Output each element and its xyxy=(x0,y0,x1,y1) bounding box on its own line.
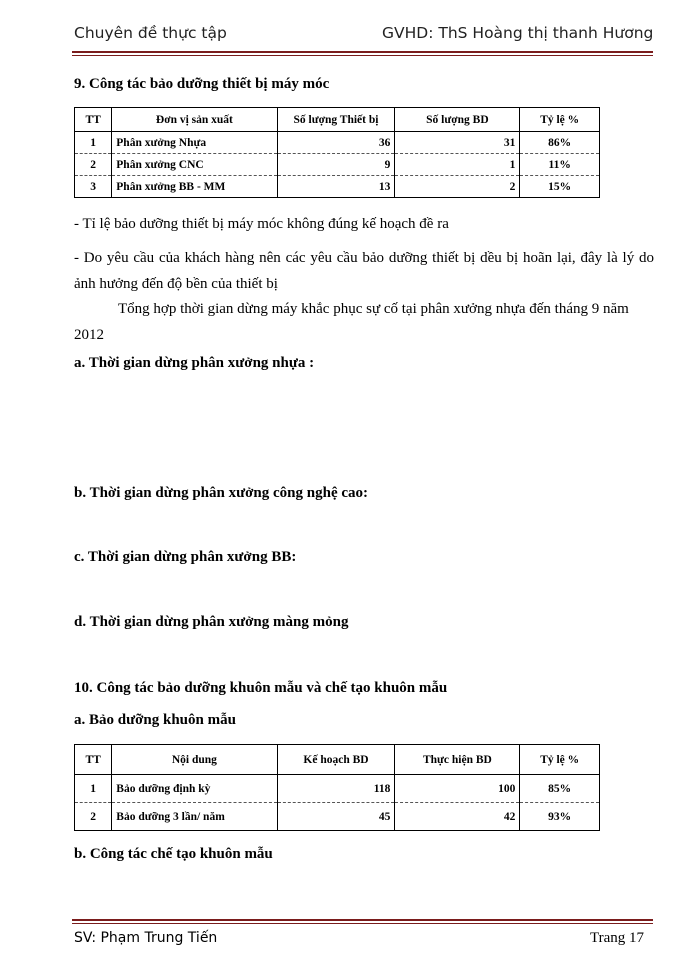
col-content: Nội dung xyxy=(112,745,277,775)
cell: 3 xyxy=(75,176,112,198)
table-row xyxy=(75,154,600,176)
cell: 36 xyxy=(277,132,395,154)
cell: 13 xyxy=(277,176,395,198)
section9-title: 9. Công tác bảo dưỡng thiết bị máy móc xyxy=(74,76,330,92)
table-row xyxy=(75,176,600,198)
footer-rule-thin xyxy=(72,923,653,924)
cell: 85% xyxy=(520,775,600,803)
col-tt: TT xyxy=(75,108,112,132)
summary-paragraph: Tổng hợp thời gian dừng máy khắc phục sự cố tại phân xưởng nhựa đến tháng 9 năm 2012 xyxy=(74,301,629,343)
cell: 9 xyxy=(277,154,395,176)
cell: 1 xyxy=(75,775,112,803)
cell: Bảo dưỡng định kỳ xyxy=(112,775,277,803)
cell: Phân xưởng CNC xyxy=(112,154,277,176)
cell: 93% xyxy=(520,803,600,831)
cell: 45 xyxy=(277,803,395,831)
cell: 2 xyxy=(75,803,112,831)
section10-title: 10. Công tác bảo dưỡng khuôn mẫu và chế tạo khuôn mẫu xyxy=(74,680,448,696)
header-rule-thin xyxy=(72,55,653,56)
footer-student: SV: Phạm Trung Tiến xyxy=(74,930,218,946)
cell: Phân xưởng BB - MM xyxy=(112,176,277,198)
cell: Phân xưởng Nhựa xyxy=(112,132,277,154)
subsection-a-plastic: a. Thời gian dừng phân xưởng nhựa : xyxy=(74,355,315,371)
subsection-b-hightech: b. Thời gian dừng phân xưởng công nghệ cao: xyxy=(74,485,369,501)
cell: 15% xyxy=(520,176,600,198)
col-tt: TT xyxy=(75,745,112,775)
cell: 2 xyxy=(395,176,520,198)
col-unit: Đơn vị sản xuất xyxy=(112,108,277,132)
table-row xyxy=(75,132,600,154)
equipment-maintenance-table xyxy=(74,107,600,198)
col-equipment-count: Số lượng Thiết bị xyxy=(277,108,395,132)
section10-sub-b: b. Công tác chế tạo khuôn mẫu xyxy=(74,846,273,862)
mold-maintenance-table xyxy=(74,744,600,831)
cell: 42 xyxy=(395,803,520,831)
col-rate: Tỷ lệ % xyxy=(520,745,600,775)
cell: 31 xyxy=(395,132,520,154)
cell: 86% xyxy=(520,132,600,154)
table-row xyxy=(75,803,600,831)
subsection-d-film: d. Thời gian dừng phân xưởng màng mỏng xyxy=(74,614,349,630)
col-rate: Tỷ lệ % xyxy=(520,108,600,132)
col-maintained-count: Số lượng BD xyxy=(395,108,520,132)
col-performed: Thực hiện BD xyxy=(395,745,520,775)
note-1: - Tỉ lệ bảo dưỡng thiết bị máy móc không đúng kế hoạch đề ra xyxy=(74,216,449,232)
header-rule xyxy=(72,51,653,53)
cell: 1 xyxy=(75,132,112,154)
cell: 118 xyxy=(277,775,395,803)
page-number: Trang 17 xyxy=(590,930,645,946)
cell: 1 xyxy=(395,154,520,176)
header-right: GVHD: ThS Hoàng thị thanh Hương xyxy=(382,24,654,42)
note-2: - Do yêu cầu của khách hàng nên các yêu cầu bảo dưỡng thiết bị dều bị hoãn lại, đây là lý do ảnh hưởng đến độ bền của thiết bị xyxy=(74,250,654,292)
section10-sub-a: a. Bảo dưỡng khuôn mẫu xyxy=(74,712,236,728)
footer-rule xyxy=(72,919,653,921)
header-left: Chuyên đề thực tập xyxy=(74,24,227,42)
subsection-c-bb: c. Thời gian dừng phân xưởng BB: xyxy=(74,549,297,565)
cell: 11% xyxy=(520,154,600,176)
col-planned: Kế hoạch BD xyxy=(277,745,395,775)
table-row xyxy=(75,775,600,803)
cell: 2 xyxy=(75,154,112,176)
cell: 100 xyxy=(395,775,520,803)
cell: Bảo dưỡng 3 lần/ năm xyxy=(112,803,277,831)
